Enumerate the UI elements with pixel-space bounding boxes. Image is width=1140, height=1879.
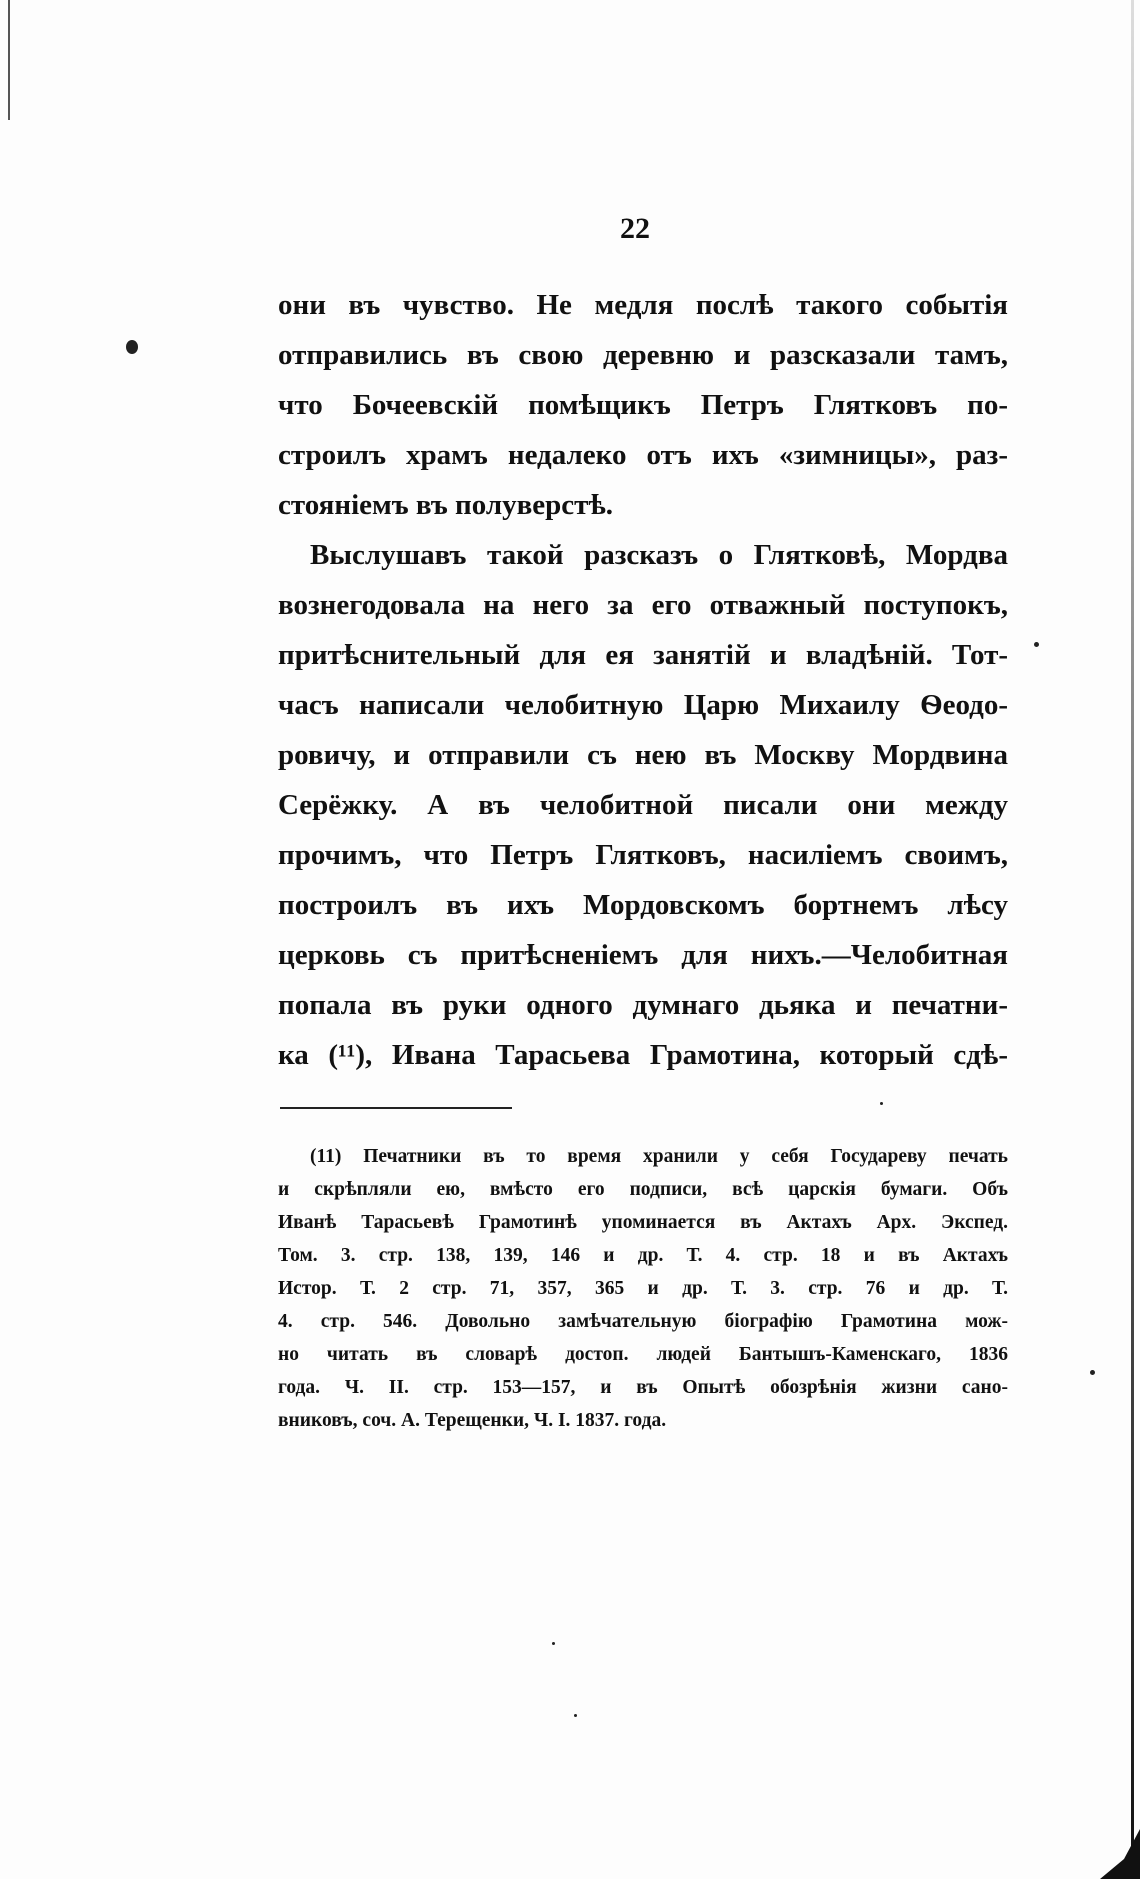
scan-edge-left xyxy=(8,0,10,120)
text-line: попала въ руки одного думнаго дьяка и печатни- xyxy=(278,989,1008,1021)
footnote-line: года. Ч. II. стр. 153—157, и въ Опытѣ обозрѣнія жизни сано- xyxy=(278,1377,1008,1398)
footnote-block xyxy=(278,1140,1008,1437)
scan-edge-right xyxy=(1131,0,1134,1879)
text-line: Выслушавъ такой разсказъ о Глятковѣ, Мордва xyxy=(310,539,1008,571)
text-line: построилъ въ ихъ Мордовскомъ бортнемъ лѣсу xyxy=(278,889,1008,921)
ink-speck xyxy=(574,1714,577,1717)
footnote-line: Истор. Т. 2 стр. 71, 357, 365 и др. Т. 3. стр. 76 и др. Т. xyxy=(278,1278,1008,1299)
text-line: строилъ храмъ недалеко отъ ихъ «зимницы», раз- xyxy=(278,439,1008,471)
text-line: стояніемъ въ полуверстѣ. xyxy=(278,489,614,521)
text-line: часъ написали челобитную Царю Михаилу Ѳеодо- xyxy=(278,689,1008,721)
footnote-line: Том. 3. стр. 138, 139, 146 и др. Т. 4. стр. 18 и въ Актахъ xyxy=(278,1245,1008,1266)
text-line: отправились въ свою деревню и разсказали тамъ, xyxy=(278,339,1008,371)
footnote-line: 4. стр. 546. Довольно замѣчательную біографію Грамотина мож- xyxy=(278,1311,1008,1332)
ink-speck xyxy=(1090,1370,1095,1375)
text-line: Серёжку. А въ челобитной писали они между xyxy=(278,789,1008,821)
ink-speck xyxy=(1034,642,1039,647)
scan-corner-shadow xyxy=(1100,1829,1140,1879)
footnote-line: вниковъ, соч. А. Терещенки, Ч. I. 1837. года. xyxy=(278,1410,667,1431)
footnote-line: (11) Печатники въ то время хранили у себя Государеву печать xyxy=(310,1146,1008,1167)
ink-speck xyxy=(552,1642,555,1645)
ink-speck xyxy=(126,340,138,354)
page-number: 22 xyxy=(620,212,650,245)
text-line: что Бочеевскій помѣщикъ Петръ Глятковъ по- xyxy=(278,389,1008,421)
text-line: церковь съ притѣсненіемъ для нихъ.—Челобитная xyxy=(278,939,1008,971)
text-line: они въ чувство. Не медля послѣ такого событія xyxy=(278,289,1008,321)
footnote-separator xyxy=(280,1107,512,1109)
text-line: ровичу, и отправили съ нею въ Москву Мордвина xyxy=(278,739,1008,771)
text-line: ка (¹¹), Ивана Тарасьева Грамотина, который сдѣ- xyxy=(278,1039,1008,1071)
footnote-line: и скрѣпляли ею, вмѣсто его подписи, всѣ царскія бумаги. Объ xyxy=(278,1179,1008,1200)
main-text-block xyxy=(278,280,1008,1080)
text-line: притѣснительный для ея занятій и владѣній. Тот- xyxy=(278,639,1008,671)
footnote-line: Иванѣ Тарасьевѣ Грамотинѣ упоминается въ Актахъ Арх. Экспед. xyxy=(278,1212,1008,1233)
text-line: прочимъ, что Петръ Глятковъ, насиліемъ своимъ, xyxy=(278,839,1008,871)
text-line: вознегодовала на него за его отважный поступокъ, xyxy=(278,589,1008,621)
footnote-line: но читать въ словарѣ достоп. людей Бантышъ-Каменскаго, 1836 xyxy=(278,1344,1008,1365)
ink-speck xyxy=(880,1102,883,1105)
